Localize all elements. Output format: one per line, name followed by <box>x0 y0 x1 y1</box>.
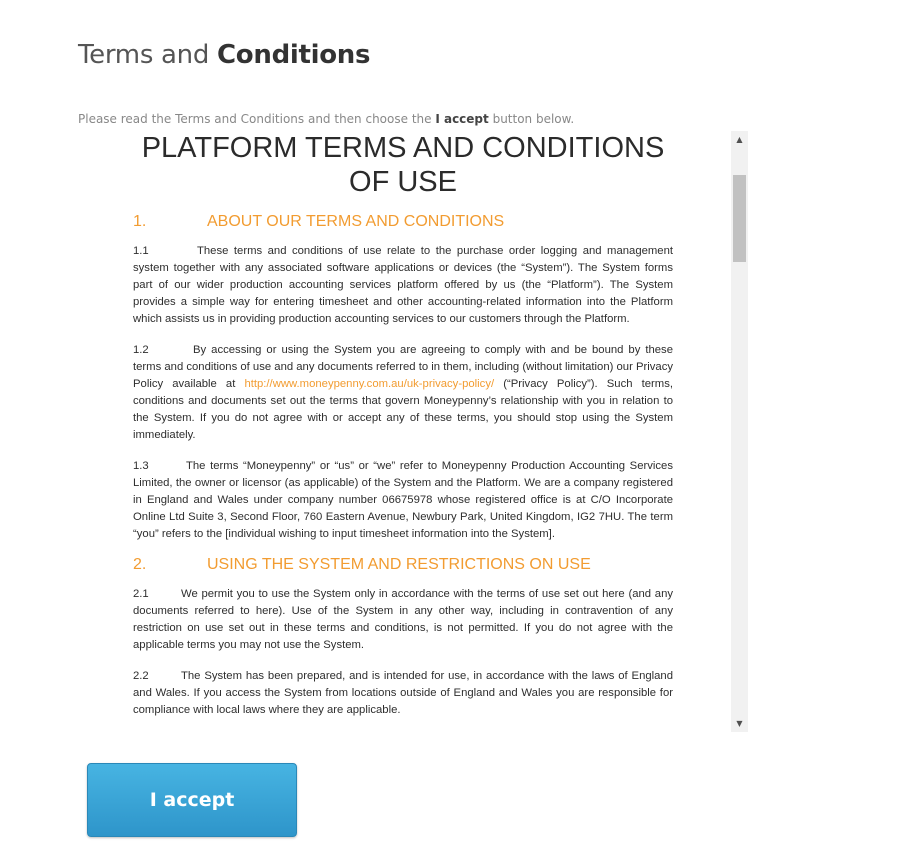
page-title-bold: Conditions <box>217 40 371 70</box>
clause-2-2 <box>133 668 673 719</box>
clause-number: 1.2 <box>133 344 149 356</box>
scroll-thumb[interactable] <box>733 175 746 262</box>
section-number: 1. <box>133 213 147 230</box>
page-title-light: Terms and <box>78 40 218 70</box>
clause-number: 1.1 <box>133 245 149 257</box>
section-title: USING THE SYSTEM AND RESTRICTIONS ON USE <box>207 556 591 573</box>
clause-number: 2.1 <box>133 588 149 600</box>
clause-text: (“Privacy Policy”). Such terms, conditions and documents set out the terms that govern Moneypenny’s relationship with you in relation to the System. If you do not agree with or accept any of these terms, you should stop using the System immediately. <box>133 378 673 441</box>
privacy-policy-link[interactable]: http://www.moneypenny.com.au/uk-privacy-policy/ <box>244 378 495 390</box>
terms-document-frame[interactable] <box>112 131 748 732</box>
section-number: 2. <box>133 556 147 573</box>
clause-text: The System has been prepared, and is intended for use, in accordance with the laws of England and Wales. If you access the System from locations outside of England and Wales you are responsible for compliance with local laws where they are applicable. <box>133 670 673 716</box>
section-title: ABOUT OUR TERMS AND CONDITIONS <box>207 213 505 230</box>
clause-number: 2.2 <box>133 670 149 682</box>
clause-text: By accessing or using the System you are agreeing to comply with and be bound by these terms and conditions of use and any documents referred to in them, including (without limitation) our Privacy Policy available at <box>133 344 674 390</box>
instructions-text <box>78 112 574 126</box>
clause-1-2 <box>133 342 673 444</box>
clause-text: These terms and conditions of use relate to the purchase order logging and management system together with any associated software applications or devices (the “System”). The System forms part of our wider production accounting services platform offered by us (the “Platform”). The System provides a simple way for entering timesheet and other accounting-related information into the Platform which assists us in providing production accounting services to our customers through the Platform. <box>133 245 673 325</box>
scroll-up-arrow-icon[interactable]: ▲ <box>736 135 743 144</box>
instructions-after: button below. <box>488 112 575 126</box>
clause-2-1 <box>133 586 673 654</box>
instructions-bold: I accept <box>435 112 489 126</box>
section-heading-1 <box>133 213 673 231</box>
clause-text: We permit you to use the System only in accordance with the terms of use set out here (and any documents referred to here). Use of the System in any other way, including in contravention of any restriction on use set out in these terms and conditions, is not permitted. If you do not agree with the applicable terms you may not use the System. <box>133 588 673 651</box>
clause-text: The terms “Moneypenny” or “us” or “we” refer to Moneypenny Production Accounting Services Limited, the owner or licensor (as applicable) of the System and the Platform. We are a company registered in England and Wales under company number 06675978 whose registered office is at C/O Incorporate Online Ltd Suite 3, Second Floor, 760 Eastern Avenue, Newbury Park, United Kingdom, IG2 7HU. The term “you” refers to the [individual wishing to input timesheet information into the System]. <box>133 460 673 540</box>
clause-number: 1.3 <box>133 460 149 472</box>
page-title <box>78 40 370 70</box>
instructions-before: Please read the Terms and Conditions and then choose the <box>78 112 436 126</box>
accept-button[interactable]: I accept <box>87 763 297 837</box>
document-title: PLATFORM TERMS AND CONDITIONS OF USE <box>141 132 665 198</box>
scroll-down-arrow-icon[interactable]: ▼ <box>736 719 743 728</box>
document-scrollbar[interactable] <box>731 131 748 732</box>
clause-1-3 <box>133 458 673 543</box>
terms-document-content <box>133 131 673 719</box>
clause-1-1 <box>133 243 673 328</box>
section-heading-2 <box>133 556 673 574</box>
